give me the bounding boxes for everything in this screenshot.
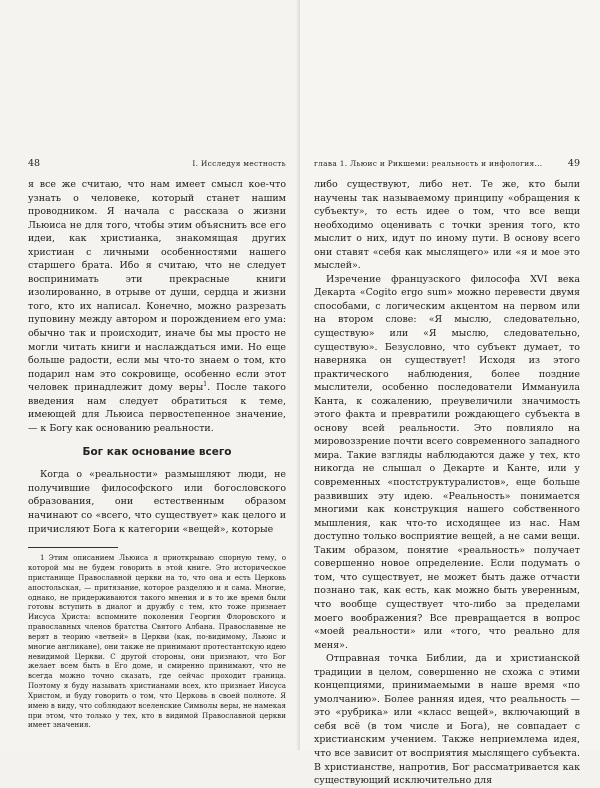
footnote-mark: 1	[40, 553, 45, 563]
right-paragraph-1: либо существуют, либо нет. Те же, кто были научены так называемому принципу «обращения к субъекту», то есть идее о том, что все вещи необходимо оценивать с точки зрения того, кто мыслит о них, идут по иному пути. В основу всего они ставят «себя как мыслящего» или «я и мое это мыслей».	[314, 179, 580, 272]
left-running-head	[28, 158, 286, 169]
footnote-text: Этим описанием Льюиса я приоткрываю спорную тему, о которой мы не будем говорить в этой книге. Это историческое пристанище Православной церкви на то, что она и есть Церковь апостольская, — притязание, которое разделяю и я сама. Многие, однако, не придерживаются такого мнения и в то же время были готовы вступить в диалог и дружбу с тем, кто тоже признает Иисуса Христа: вспомните поколения Георгия Флоровского и православных членов братства Святого Албана. Православные не верят в теорию «ветвей» в Церкви (как, по-видимому, Льюис и многие англикане), они также не принимают протестантскую идею невидимой Церкви. С другой стороны, они признают, что Бог желает всем быть в Его доме, и смиренно принимают, что не всегда можно точно сказать, где сейчас проходит граница. Поэтому я буду называть христианами всех, кто признает Иисуса Христом, и буду говорить о том, что Церковь в своей полноте. Я имею в виду, что соблюдают вселенские Символы веры, не намекая при этом, что только у тех, кто в видимой Православной церкви имеет значения.	[28, 553, 286, 730]
right-page-number: 49	[567, 158, 580, 169]
right-paragraph-3: Отправная точка Библии, да и христианской традиции в целом, совершенно не схожа с этими концепциями, принимаемыми в наше время «по умолчанию». Более ранняя идея, что реальность — это «рубрика» или «класс вещей», включающий в себя всё (в том числе и Бога), не совпадает с христианским учением. Также неприемлема идея, что все зависит от восприятия мыслящего субъекта. В христианстве, напротив, Бог рассматривается как существующий исключительно для	[314, 653, 580, 787]
footnote-divider	[28, 547, 118, 548]
left-running-title: I. Исследуя местность	[192, 159, 286, 168]
footnote-reference[interactable]: 1	[203, 381, 208, 389]
footnote	[28, 553, 286, 730]
right-running-title: глава 1. Льюис и Рикшеми: реальность и инфология...	[314, 159, 543, 168]
left-page-number: 48	[28, 158, 41, 169]
right-running-head	[314, 158, 580, 169]
left-paragraph-1	[28, 178, 286, 435]
left-paragraph-2: Когда о «реальности» размышляют люди, не получившие философского или богословского образования, они естественным образом начинают со «всего, что существует» как целого и причисляют Бога к категории «вещей», которые	[28, 469, 286, 535]
left-paragraph-1-text: я все же считаю, что нам имеет смысл кое-что узнать о человеке, который станет нашим проводником. Я начала с рассказа о жизни Льюиса не для того, чтобы этим объяснить все его идеи, как христианка, знакомящая других христиан с личными особенностями нашего старшего брата. Ибо я считаю, что не следует воспринимать эти прекрасные книги изолированно, в отрыве от души, сердца и жизни того, кто их написал. Конечно, можно разрезать пуповину между автором и порождением его ума: обычно так и происходит, иначе бы мы просто не могли читать книги и наслаждаться ими. Но еще больше радости, если мы что-то знаем о том, кто подарил нам это сокровище, особенно если этот человек принадлежит дому веры	[28, 179, 286, 394]
right-paragraph-2: Изречение французского философа XVI века Декарта «Cogito ergo sum» можно перевести двумя способами, с логическим акцентом на первом или на втором слове: «Я мыслю, следовательно, существую» или «Я мыслю, следовательно, существую». Безусловно, что субъект думает, то наверняка он существует! Исходя из этого практического наблюдения, более поздние мыслители, особенно последователи Иммануила Канта, к сожалению, преувеличили значимость этого факта и превратили рождающего субъекта в основу всей реальности. Это повлияло на мировоззрение почти всего современного западного мира. Такие взгляды наблюдаются даже у тех, кто никогда не слышал о Декарте и Канте, или у современных «постструктуралистов», еще больше развивших эту идею. «Реальность» понимается многими как конструкция нашего собственного мышления, как что-то исходящее из нас. Нам доступно только восприятие вещей, а не сами вещи. Таким образом, понятие «реальность» получает совершенно новое определение. Если подумать о том, что существует, не может быть даже отчасти познано так, как есть, как можно быть уверенным, что вообще существует что-либо за пределами моего воображения? Все превращается в вопрос «моей реальности» или «того, что реально для меня».	[314, 273, 580, 651]
right-page	[300, 0, 600, 787]
left-paragraph-1-end: . После такого введения нам следует обратиться к теме, имеющей для Льюиса первостепенное значение, — к Богу как основанию реальности.	[28, 382, 286, 434]
section-heading: Бог как основание всего	[82, 446, 232, 459]
left-page	[0, 0, 300, 750]
